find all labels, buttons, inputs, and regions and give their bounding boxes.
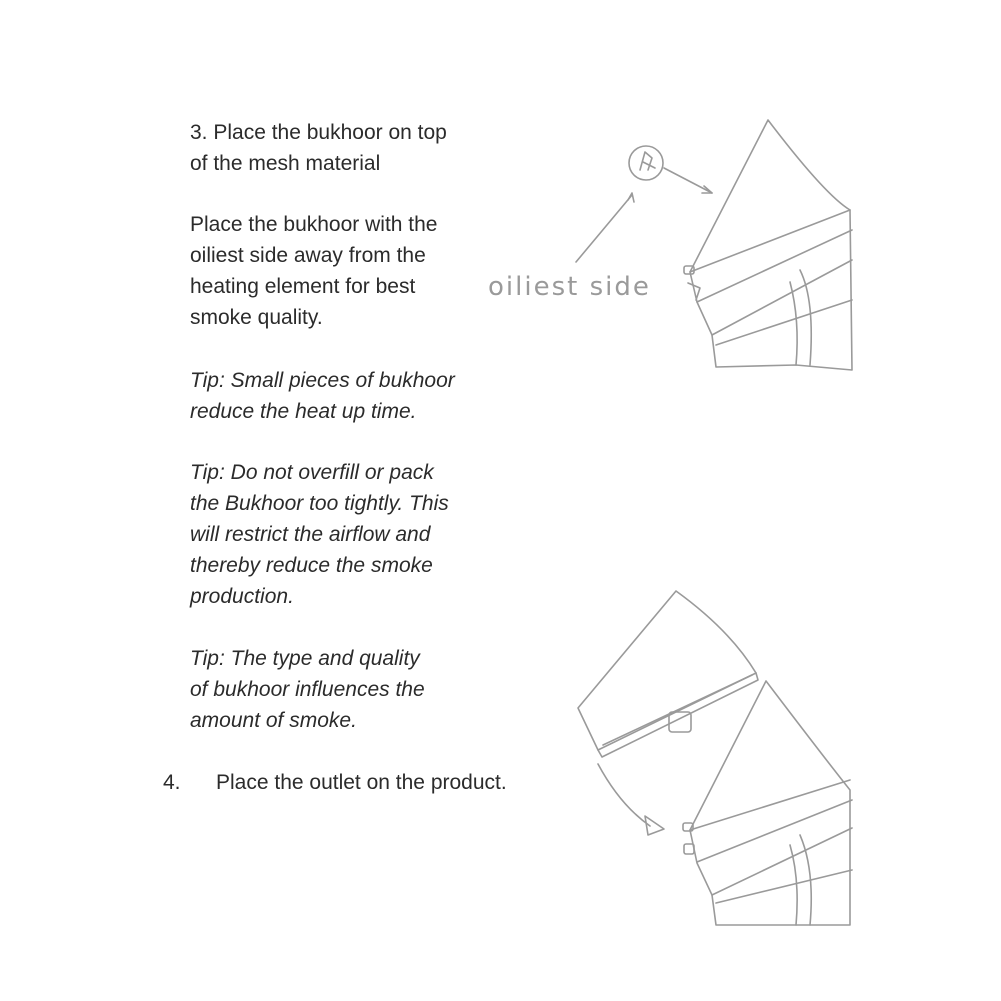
step4-number: 4. [163, 771, 181, 794]
tip2-line-4: thereby reduce the smoke [190, 554, 433, 577]
step3-detail-line-1: Place the bukhoor with the [190, 213, 438, 236]
step4-text: Place the outlet on the product. [216, 771, 507, 794]
tip2-line-3: will restrict the airflow and [190, 523, 431, 546]
tip2-line-5: production. [190, 585, 294, 608]
step3-detail-line-2: oiliest side away from the [190, 244, 426, 267]
oiliest-side-caption: oiliest side [488, 272, 651, 302]
step3-detail-line-3: heating element for best [190, 275, 416, 298]
tip2-line-1: Tip: Do not overfill or pack [190, 461, 434, 484]
tip1-line-2: reduce the heat up time. [190, 400, 417, 423]
step3-line-1: 3. Place the bukhoor on top [190, 121, 447, 144]
tip3-line-2: of bukhoor influences the [190, 678, 425, 701]
tip2-line-2: the Bukhoor too tightly. This [190, 492, 449, 515]
tip3-line-3: amount of smoke. [190, 709, 357, 732]
tip1-line-1: Tip: Small pieces of bukhoor [190, 369, 455, 392]
step3-detail-line-4: smoke quality. [190, 306, 323, 329]
step3-line-2: of the mesh material [190, 152, 381, 175]
tip3-line-1: Tip: The type and quality [190, 647, 420, 670]
